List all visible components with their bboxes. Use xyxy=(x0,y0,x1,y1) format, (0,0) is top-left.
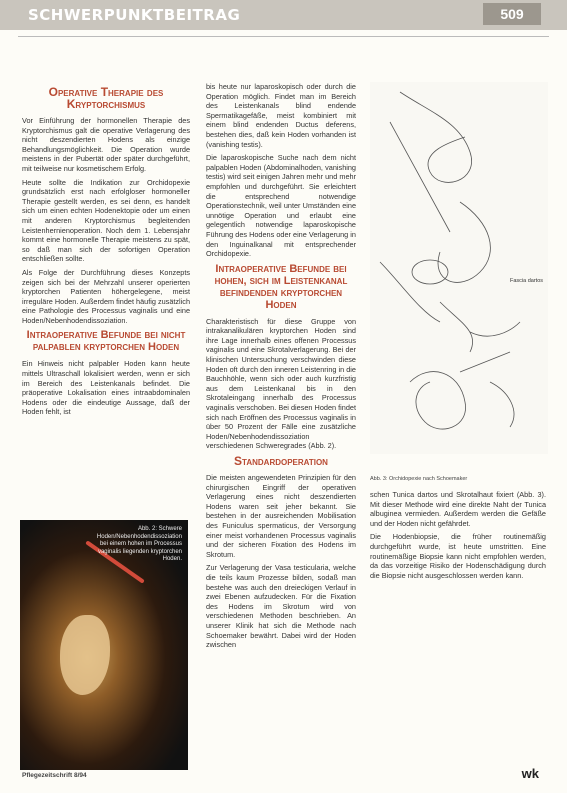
paragraph: Zur Verlagerung der Vasa testicularia, welche die teils kaum Prozesse bilden, sodaß man bestehe was auch den dreieckigen Verlauf in zwei Ebenen aufzudecken. Für die Fixation des Hodens im Skrotum wird von verschiedenen Methoden beschrieben. An unserer Klinik hat sich die Methode nach Schoemaker bewährt. Dabei wird der Hoden zwischen xyxy=(206,563,356,650)
column-3 xyxy=(370,490,546,584)
heading-befunde-nicht-palpabel: Intraoperative Befunde bei nicht palpablen kryptorchen Hoden xyxy=(26,329,186,354)
paragraph: Die Hodenbiopsie, die früher routinemäßig durchgeführt wurde, ist heute umstritten. Eine routinemäßige Biopsie kann nicht empfohlen werden, da das vorzeitige Risiko der Hodenschädigung durch die Biopsie nicht ausgeschlossen werden kann. xyxy=(370,532,546,580)
divider xyxy=(18,36,549,37)
fascia-label: Fascia dartos xyxy=(510,278,544,284)
page-number: 509 xyxy=(483,3,541,25)
orchidopexy-illustration xyxy=(370,82,548,454)
footer-journal: Pflegezeitschrift 8/94 xyxy=(22,772,87,779)
line-drawing xyxy=(370,82,548,454)
publisher-logo: wk xyxy=(521,766,539,781)
paragraph: Als Folge der Durchführung dieses Konzepts zeigen sich bei der Mehrzahl unserer operierten kryptorchen Patienten höhergelegene, meist irreguläre Hoden. Außerdem findet häufig zusätzlich eine Pathologie des Processus vaginalis und eine Hoden/Nebenhodendissoziation. xyxy=(22,267,190,325)
heading-standardoperation: Standardoperation xyxy=(234,454,328,468)
column-1 xyxy=(22,82,190,421)
column-2 xyxy=(206,82,356,654)
paragraph: Ein Hinweis nicht palpabler Hoden kann heute mittels Ultraschall lokalisiert werden, wenn er sich im Bereich des Leistenkanals befindet. Die präoperative Lokalisation eines intraabdominalen Hodens oder die eindeutige Aussage, daß der Hoden fehlt, ist xyxy=(22,359,190,417)
header-bar xyxy=(0,0,567,30)
paragraph: Die laparoskopische Suche nach dem nicht palpablen Hoden (Abdominalhoden, vanishing testis) wird seit einigen Jahren mehr und mehr empfohlen und durchgeführt. Sie erleichtert die entsprechend notwendige Operationstechnik, weil unter Umständen eine unnötige Operation und erlaubt eine gelegentlich notwendige laparoskopische Führung des Hodens oder eine Verlagerung in den Inguinalkanal mit entsprechender Orchidopexie. xyxy=(206,153,356,259)
paragraph: schen Tunica dartos und Skrotalhaut fixiert (Abb. 3). Mit dieser Methode wird eine direkte Naht der Tunica albuginea vermieden. Außerdem werden die Gefäße und der Hoden nicht gefährdet. xyxy=(370,490,546,528)
section-title: SCHWERPUNKTBEITRAG xyxy=(28,6,241,24)
heading-operative-therapie: Operative Therapie des Kryptorchismus xyxy=(48,85,164,111)
heading-befunde-leistenkanal: Intraoperative Befunde bei hohen, sich im Leistenkanal befindenden kryptorchen Hoden xyxy=(214,262,348,311)
photo-caption: Abb. 2: Schwere Hoden/Nebenhodendissoziation bei einem hohen im Processus vaginalis liegenden kryptorchen Hoden. xyxy=(96,526,182,562)
paragraph: Vor Einführung der hormonellen Therapie des Kryptorchismus galt die operative Verlagerung des nicht deszendierten Hodens als einzige Behandlungsmöglichkeit. Die Operation wurde meistens in der Pubertät oder später durchgeführt, mit teilweise nur kosmetischem Erfolg. xyxy=(22,116,190,173)
paragraph: Heute sollte die Indikation zur Orchidopexie grundsätzlich erst nach erfolgloser hormoneller Therapie gestellt werden, es sei denn, es handelt sich um einen echten Hodenektopie oder um einen mit anderen Kryptorchismus begleitenden Leistenhernienoperation. Noch dem 1. Lebensjahr kommt eine hormonelle Therapie meistens zu spät, so daß man sich der sofortigen Operation entschließen sollte. xyxy=(22,177,190,264)
figure-caption: Abb. 3: Orchidopexie nach Schoemaker xyxy=(370,476,468,482)
testis-shape xyxy=(60,615,110,695)
paragraph: Die meisten angewendeten Prinzipien für den chirurgischen Eingriff der operativen Verlagerung eines nicht deszendierten Hodens waren seit jeher bekannt. Sie bestehen in der ausreichenden Mobilisation des Funiculus spermaticus, der Versorgung einer meist vorhandenen Processus vaginalis und der sicheren Fixation des Hodens im Skrotum. xyxy=(206,473,356,559)
paragraph: Charakteristisch für diese Gruppe von intrakanalikulären kryptorchen Hoden sind ihre Lage innerhalb eines offenen Processus vaginalis und eine Skrotalverlagerung. Bei der klinischen Untersuchung verschwinden diese Hoden oft durch den inneren Leistenring in die Bauchhöhle, wenn sich oder auch kurzfristig aus dem Leistenkanal bis in den Skrotaleingang innerhalb des Processus vaginalis verschoben. Bei diesen Hoden findet sich nach Eröffnen des Processus vaginalis in über 50 Prozent der Fälle eine zusätzliche Hoden/Nebenhodendissoziation verschiedenen Schweregrades (Abb. 2). xyxy=(206,316,356,451)
paragraph: bis heute nur laparoskopisch oder durch die Operation möglich. Findet man im Bereich des Leistenkanals blind endende Spermatikagefäße, meist kombiniert mit einem blind endenden Ductus deferens, bestehen dies, daß kein Hoden vorhanden ist (vanishing testis). xyxy=(206,82,356,149)
